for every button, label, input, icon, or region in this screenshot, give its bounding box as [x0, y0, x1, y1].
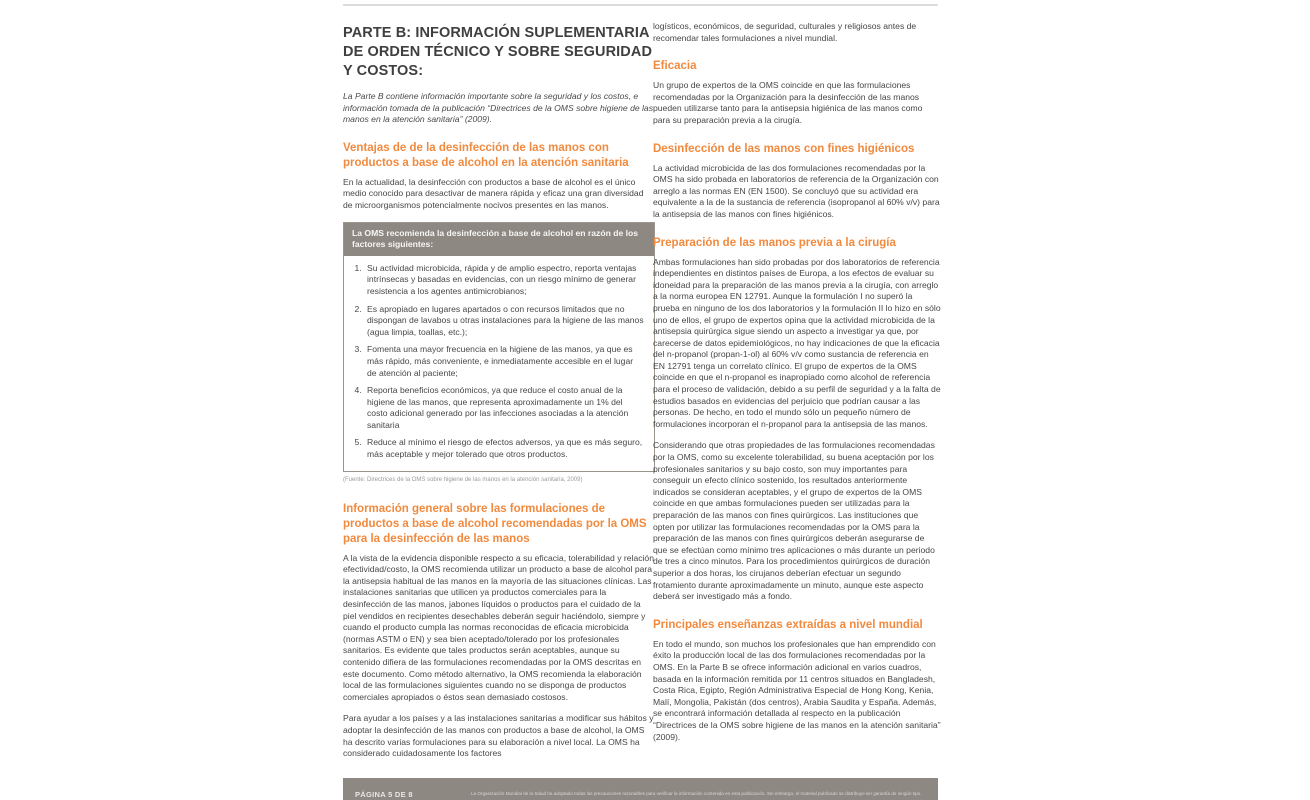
right-column [653, 0, 941, 753]
section-heading-mundial: Principales enseñanzas extraídas a nivel mundial [653, 618, 923, 631]
eficacia-paragraph: Un grupo de expertos de la OMS coincide en que las formulaciones recomendadas por la Organización para la desinfección de las manos pueden utilizarse tanto para la antisepsia higiénica de las manos como para su preparación previa a la cirugía. [653, 80, 923, 125]
recommendation-box-header: La OMS recomienda la desinfección a base de alcohol en razón de los factores siguientes: [344, 223, 654, 256]
recommendation-box [343, 222, 655, 472]
informacion-paragraph-2: Para ayudar a los países y a las instalaciones sanitarias a modificar sus hábitos y adoptar la desinfección de las manos con productos a base de alcohol, la OMS ha descrito varias formulaciones para su elaboración a nivel local. La OMS ha considerado cuidadosamente los factores [343, 713, 654, 759]
higienicos-paragraph: La actividad microbicida de las dos formulaciones recomendadas por la OMS ha sido probada en laboratorios de referencia de la Organización con arreglo a las normas EN (EN 1500). Se concluyó que su actividad era equivalente a la de la sustancia de referencia (isopropanol al 60% v/v) para la antisepsia de las manos con fines higiénicos. [653, 162, 940, 219]
section-heading-informacion: Información general sobre las formulaciones de productos a base de alcohol recomendadas por la OMS para la desinfección de las manos [343, 502, 647, 545]
document-page [343, 0, 941, 778]
section-heading-higienicos: Desinfección de las manos con fines higiénicos [653, 142, 915, 155]
list-item: 1. Su actividad microbicida, rápida y de amplio espectro, reporta ventajas intrínsecas y basadas en evidencias, con un riesgo mínimo de generar resistencia a los agentes antimicrobianos; [364, 263, 644, 298]
document-title: PARTE B: INFORMACIÓN SUPLEMENTARIA DE ORDEN TÉCNICO Y SOBRE SEGURIDAD Y COSTOS: [343, 25, 653, 79]
ventajas-paragraph: En la actualidad, la desinfección con productos a base de alcohol es el único medio conocido para desactivar de manera rápida y eficaz una gran diversidad de microorganismos potencialmente nocivos presentes en las manos. [343, 176, 644, 210]
source-footnote: (Fuente: Directrices de la OMS sobre higiene de las manos en la atención sanitaria, 2009) [343, 476, 583, 483]
intro-paragraph: La Parte B contiene información importante sobre la seguridad y los costos, e información tomada de la publicación “Directrices de la OMS sobre higiene de las manos en la atención sanitaria” (2009). [343, 91, 654, 125]
recommendation-box-body [344, 256, 654, 471]
list-item: 3. Fomenta una mayor frecuencia en la higiene de las manos, ya que es más rápido, más conveniente, e inmediatamente accesible en el lugar de atención al paciente; [364, 344, 644, 379]
continuation-paragraph: logísticos, económicos, de seguridad, culturales y religiosos antes de recomendar tales formulaciones a nivel mundial. [653, 21, 917, 43]
cirugia-paragraph-1: Ambas formulaciones han sido probadas por dos laboratorios de referencia independientes en distintos países de Europa, a los efectos de evaluar su idoneidad para la preparación de las manos previa a la cirugía, con arreglo a la norma europea EN 12791. Aunque la formulación I no superó la prueba en ninguno de los dos laboratorios y la formulación II lo hizo en sólo uno de ellos, el grupo de expertos opina que la actividad microbicida de la antisepsia quirúrgica sigue siendo un aspecto a investigar ya que, por carecerse de datos epidemiológicos, no hay indicaciones de que la eficacia del n-propanol (propan-1-ol) al 60% v/v como sustancia de referencia en EN 12791 tenga un correlato clínico. El grupo de expertos de la OMS coincide en que el n-propanol es inapropiado como alcohol de referencia para el proceso de validación, debido a su perfil de seguridad y a la falta de estudios basados en evidencias del perjuicio que podrían causar a las personas. De hecho, en todo el mundo sólo un pequeño número de formulaciones incorporan el n-propanol para la antisepsia de las manos. [653, 256, 941, 429]
footer-bar [343, 778, 938, 800]
list-item: 4. Reporta beneficios económicos, ya que reduce el costo anual de la higiene de las manos, que representa aproximadamente un 1% del costo adicional generado por las infecciones asociadas a la atención sanitaria [364, 385, 644, 431]
section-heading-ventajas: Ventajas de de la desinfección de las manos con productos a base de alcohol en la atención sanitaria [343, 141, 629, 169]
footer-page-number: PÁGINA 5 DE 8 [355, 790, 413, 799]
list-item: 2. Es apropiado en lugares apartados o con recursos limitados que no dispongan de lavabos u otras instalaciones para la higiene de las manos (agua limpia, toallas, etc.); [364, 304, 644, 339]
informacion-paragraph-1: A la vista de la evidencia disponible respecto a su eficacia, tolerabilidad y relación efectividad/costo, la OMS recomienda utilizar un producto a base de alcohol para la antisepsia habitual de las manos en la mayoría de las situaciones clínicas. Las instalaciones sanitarias que utilicen ya productos comerciales para la desinfección de las manos, jabones líquidos o productos para el cuidado de la piel vendidos en recipientes desechables deberán seguir haciéndolo, siempre y cuando el producto cumpla las normas reconocidas de eficacia microbicida (normas ASTM o EN) y sea bien aceptado/tolerado por los profesionales sanitarios. Es evidente que tales productos serán aceptables, aunque su contenido difiera de las formulaciones recomendadas por la OMS descritas en este documento. Como método alternativo, la OMS recomienda la elaboración local de las formulaciones siguientes cuando no se disponga de productos comerciales apropiados o éstos sean demasiado costosos. [343, 552, 654, 702]
list-item: 5. Reduce al mínimo el riesgo de efectos adversos, ya que es más seguro, más aceptable y mejor tolerado que otros productos. [364, 437, 644, 460]
section-heading-eficacia: Eficacia [653, 60, 697, 73]
footer-disclaimer: La Organización Mundial de la Salud ha adoptado todas las precauciones razonables para verificar la información contenida en esta publicación. Sin embargo, el material publicado se distribuye sin garantía de ningún tipo. [471, 791, 922, 796]
section-heading-cirugia: Preparación de las manos previa a la cirugía [653, 236, 896, 249]
recommendation-list [350, 263, 644, 461]
mundial-paragraph: En todo el mundo, son muchos los profesionales que han emprendido con éxito la producción local de las dos formulaciones recomendadas por la OMS. En la Parte B se ofrece información adicional en varios cuadros, basada en la información remitida por 11 centros situados en Bangladesh, Costa Rica, Egipto, Región Administrativa Especial de Hong Kong, Kenia, Malí, Mongolia, Pakistán (dos centros), Arabia Saudita y España. Además, se encontrará información detallada al respecto en la publicación “Directrices de la OMS sobre higiene de las manos en la atención sanitaria” (2009). [653, 638, 941, 742]
cirugia-paragraph-2: Considerando que otras propiedades de las formulaciones recomendadas por la OMS, como su excelente tolerabilidad, su buena aceptación por los profesionales sanitarios y su bajo costo, son muy importantes para conseguir un efecto clínico sostenido, los resultados anteriormente indicados se consideran aceptables, y el grupo de expertos de la OMS coincide en que ambas formulaciones pueden ser utilizadas para la preparación de las manos con fines quirúrgicos. Las instituciones que opten por utilizar las formulaciones recomendadas por la OMS para la preparación de las manos con fines quirúrgicos deberán asegurarse de que se efectúan como mínimo tres aplicaciones o más durante un periodo de tres a cinco minutos. Para los procedimientos quirúrgicos de duración superior a dos horas, los cirujanos deberían efectuar un segundo frotamiento durante aproximadamente un minuto, aunque este aspecto deberá ser investigado más a fondo. [653, 440, 935, 602]
left-column [343, 0, 655, 770]
